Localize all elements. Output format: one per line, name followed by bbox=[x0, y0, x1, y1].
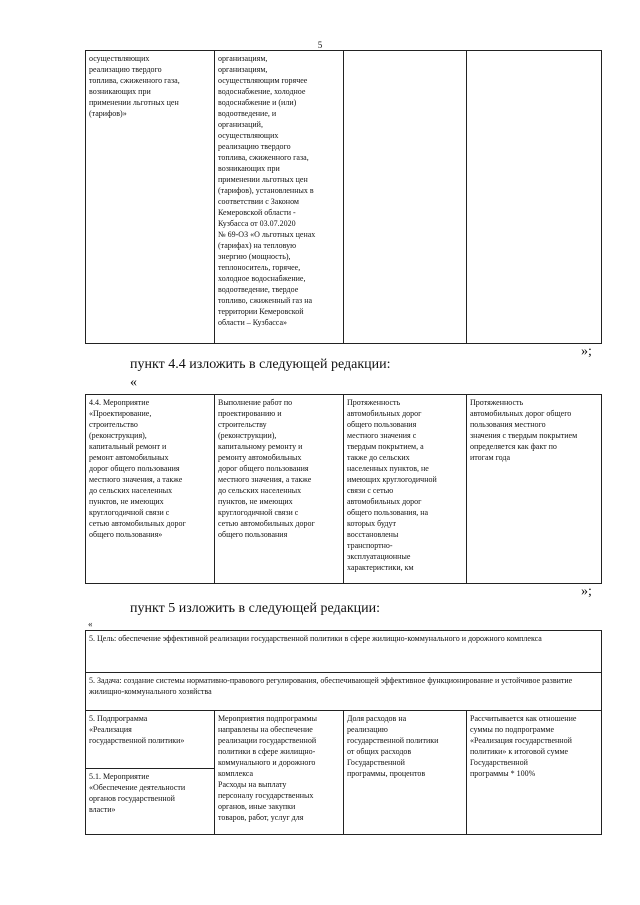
cell-line: территории Кемеровской bbox=[218, 307, 304, 316]
cell-line: пунктов, не имеющих bbox=[89, 497, 164, 506]
cell-line: организаций, bbox=[218, 120, 263, 129]
cell-line: общего пользования, на bbox=[347, 508, 429, 517]
cell-line: твердым покрытием, а bbox=[347, 442, 424, 451]
task-row: 5. Задача: создание системы нормативно-правового регулирования, обеспечивающей эффективное функционирование и устойчивое развитие жилищно-коммунального хозяйства bbox=[86, 673, 602, 711]
cell-line: комплекса bbox=[218, 769, 254, 778]
cell-line: «Проектирование, bbox=[89, 409, 152, 418]
cell-line: характеристики, км bbox=[347, 563, 414, 572]
cell-line: программы, процентов bbox=[347, 769, 426, 778]
cell-line: связи с сетью bbox=[347, 486, 394, 495]
cell-line: «Реализация государственной bbox=[470, 736, 572, 745]
cell-line: суммы по подпрограмме bbox=[470, 725, 555, 734]
table1-cell-1 bbox=[86, 51, 215, 344]
cell-line: (тарифов), установленных в bbox=[218, 186, 314, 195]
cell-line: до сельских населенных bbox=[218, 486, 302, 495]
cell-line: реализацию bbox=[347, 725, 388, 734]
cell-line: (тарифов)» bbox=[89, 109, 127, 118]
cell-line: применении льготных цен bbox=[89, 98, 179, 107]
cell-line: местного значения с bbox=[347, 431, 417, 440]
cell-line: дорог общего пользования bbox=[218, 464, 309, 473]
cell-line: Рассчитывается как отношение bbox=[470, 714, 577, 723]
cell-line: населенных пунктов, не bbox=[347, 464, 429, 473]
cell-line: Протяженность bbox=[470, 398, 524, 407]
calculation-cell bbox=[467, 711, 602, 835]
cell-line: значения с твердым покрытием bbox=[470, 431, 578, 440]
cell-line: общего пользования bbox=[218, 530, 288, 539]
cell-line: проектированию и bbox=[218, 409, 282, 418]
cell-line: итогам года bbox=[470, 453, 511, 462]
cell-line: которых будут bbox=[347, 519, 396, 528]
instruction-heading-5: пункт 5 изложить в следующей редакции: bbox=[130, 601, 380, 616]
cell-line: организациям, bbox=[218, 65, 268, 74]
cell-line: также до сельских bbox=[347, 453, 410, 462]
cell-line: Государственной bbox=[347, 758, 405, 767]
opening-quote-2: « bbox=[88, 619, 93, 629]
cell-line: восстановлены bbox=[347, 530, 399, 539]
cell-line: государственной политики bbox=[347, 736, 439, 745]
cell-line: транспортно- bbox=[347, 541, 393, 550]
cell-line: власти» bbox=[89, 805, 116, 814]
cell-line: коммунального и дорожного bbox=[218, 758, 316, 767]
cell-line: топлива, сжиженного газа, bbox=[89, 76, 180, 85]
cell-line: осуществляющих bbox=[218, 131, 279, 140]
cell-line: топливо, сжиженный газ на bbox=[218, 296, 313, 305]
cell-line: Расходы на выплату bbox=[218, 780, 287, 789]
cell-line: возникающих при bbox=[89, 87, 151, 96]
instruction-heading-4-4: пункт 4.4 изложить в следующей редакции: bbox=[130, 357, 391, 372]
cell-line: программы * 100% bbox=[470, 769, 536, 778]
table2-cell-2 bbox=[215, 395, 344, 584]
cell-line: осуществляющих bbox=[89, 54, 150, 63]
cell-line: Мероприятия подпрограммы bbox=[218, 714, 317, 723]
cell-line: капитальный ремонт и bbox=[89, 442, 167, 451]
table-continuation bbox=[85, 50, 602, 344]
cell-line: общего пользования bbox=[347, 420, 417, 429]
cell-line: водоснабжение, холодное bbox=[218, 87, 306, 96]
cell-line: водоснабжение и (или) bbox=[218, 98, 297, 107]
table2-cell-4 bbox=[467, 395, 602, 584]
cell-line: осуществляющим горячее bbox=[218, 76, 308, 85]
cell-line: эксплуатационные bbox=[347, 552, 411, 561]
cell-line: водоотведение, твердое bbox=[218, 285, 299, 294]
cell-line: Государственной bbox=[470, 758, 528, 767]
cell-line: области – Кузбасса» bbox=[218, 318, 288, 327]
cell-line: товаров, работ, услуг для bbox=[218, 813, 304, 822]
cell-line: (реконструкция), bbox=[89, 431, 147, 440]
cell-line: до сельских населенных bbox=[89, 486, 173, 495]
cell-line: местного значения, а также bbox=[218, 475, 312, 484]
cell-line: Кузбасса от 03.07.2020 bbox=[218, 219, 296, 228]
table1-cell-2 bbox=[215, 51, 344, 344]
cell-line: строительству bbox=[218, 420, 267, 429]
table1-cell-4 bbox=[467, 51, 602, 344]
cell-line: от общих расходов bbox=[347, 747, 412, 756]
cell-line: энергию (мощность), bbox=[218, 252, 291, 261]
table1-cell-3 bbox=[344, 51, 467, 344]
cell-line: строительство bbox=[89, 420, 138, 429]
cell-line: круглогодичной связи с bbox=[89, 508, 170, 517]
cell-line: реализации государственной bbox=[218, 736, 317, 745]
cell-line: теплоноситель, горячее, bbox=[218, 263, 301, 272]
cell-line: сетью автомобильных дорог bbox=[89, 519, 186, 528]
cell-line: водоотведение, и bbox=[218, 109, 277, 118]
cell-line: холодное водоснабжение, bbox=[218, 274, 306, 283]
closing-quote-2: »; bbox=[581, 584, 592, 599]
cell-line: (тарифах) на тепловую bbox=[218, 241, 297, 250]
cell-line: № 69-ОЗ «О льготных ценах bbox=[218, 230, 316, 239]
cell-line: «Реализация bbox=[89, 725, 132, 734]
cell-line: 5.1. Мероприятие bbox=[89, 772, 150, 781]
cell-line: автомобильных дорог bbox=[347, 497, 422, 506]
cell-line: Кемеровской области - bbox=[218, 208, 296, 217]
goal-row: 5. Цель: обеспечение эффективной реализации государственной политики в сфере жилищно-коммунального и дорожного комплекса bbox=[86, 631, 602, 673]
subprogram-cell bbox=[86, 711, 215, 769]
cell-line: сетью автомобильных дорог bbox=[218, 519, 315, 528]
table2-cell-1 bbox=[86, 395, 215, 584]
cell-line: общего пользования» bbox=[89, 530, 163, 539]
cell-line: пунктов, не имеющих bbox=[218, 497, 293, 506]
cell-line: Выполнение работ по bbox=[218, 398, 293, 407]
cell-line: местного значения, а также bbox=[89, 475, 183, 484]
cell-line: топлива, сжиженного газа, bbox=[218, 153, 309, 162]
cell-line: определяется как факт по bbox=[470, 442, 557, 451]
cell-line: государственной политики» bbox=[89, 736, 185, 745]
cell-line: Доля расходов на bbox=[347, 714, 407, 723]
page-number: 5 bbox=[317, 40, 323, 50]
cell-line: пользования местного bbox=[470, 420, 546, 429]
cell-line: возникающих при bbox=[218, 164, 280, 173]
measure-5-1-cell bbox=[86, 769, 215, 835]
cell-line: ремонт автомобильных bbox=[89, 453, 169, 462]
cell-line: политики» к итоговой сумме bbox=[470, 747, 569, 756]
measures-cell bbox=[215, 711, 344, 835]
cell-line: организациям, bbox=[218, 54, 268, 63]
cell-line: дорог общего пользования bbox=[89, 464, 180, 473]
table-item-5 bbox=[85, 630, 602, 835]
cell-line: органов государственной bbox=[89, 794, 175, 803]
cell-line: круглогодичной связи с bbox=[218, 508, 299, 517]
cell-line: «Обеспечение деятельности bbox=[89, 783, 186, 792]
closing-quote-1: »; bbox=[581, 344, 592, 359]
cell-line: капитальному ремонту и bbox=[218, 442, 303, 451]
cell-line: персоналу государственных bbox=[218, 791, 314, 800]
table-item-4-4 bbox=[85, 394, 602, 584]
cell-line: ремонту автомобильных bbox=[218, 453, 302, 462]
cell-line: 4.4. Мероприятие bbox=[89, 398, 150, 407]
indicator-cell bbox=[344, 711, 467, 835]
cell-line: 5. Подпрограмма bbox=[89, 714, 148, 723]
cell-line: направлены на обеспечение bbox=[218, 725, 313, 734]
cell-line: имеющих круглогодичной bbox=[347, 475, 437, 484]
cell-line: реализацию твердого bbox=[218, 142, 291, 151]
cell-line: Протяженность bbox=[347, 398, 401, 407]
cell-line: применении льготных цен bbox=[218, 175, 308, 184]
cell-line: соответствии с Законом bbox=[218, 197, 299, 206]
cell-line: автомобильных дорог общего bbox=[470, 409, 572, 418]
cell-line: органов, иные закупки bbox=[218, 802, 296, 811]
cell-line: автомобильных дорог bbox=[347, 409, 422, 418]
cell-line: реализацию твердого bbox=[89, 65, 162, 74]
cell-line: политики в сфере жилищно- bbox=[218, 747, 316, 756]
opening-quote-1: « bbox=[130, 375, 137, 390]
table2-cell-3 bbox=[344, 395, 467, 584]
cell-line: (реконструкции), bbox=[218, 431, 277, 440]
